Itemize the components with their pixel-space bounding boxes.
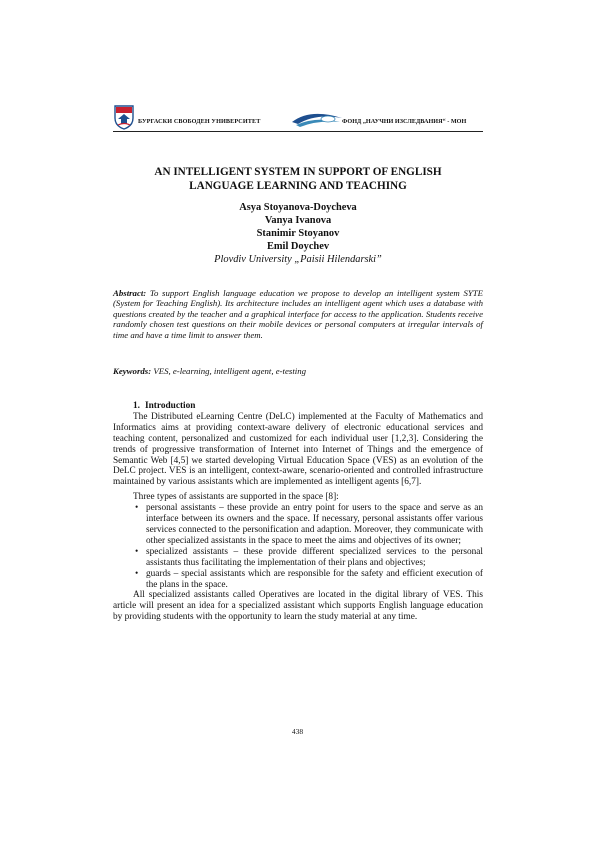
paragraph: All specialized assistants called Operatives are located in the digital library of VES. This article will present an idea for a specialized assistant which supports English language education by providing students with the opportunity to learn the study material at any time. bbox=[113, 590, 483, 623]
section-heading bbox=[113, 401, 483, 412]
section-title: Introduction bbox=[145, 401, 196, 411]
page-number: 438 bbox=[291, 727, 304, 736]
list-item bbox=[113, 569, 483, 591]
list-item bbox=[113, 503, 483, 547]
title-line: AN INTELLIGENT SYSTEM IN SUPPORT OF ENGLISH bbox=[154, 166, 442, 178]
author-affiliation: Plovdiv University „Paisii Hilendarski” bbox=[214, 254, 382, 265]
keywords-text: VES, e-learning, intelligent agent, e-testing bbox=[153, 366, 307, 376]
list-item-text: guards – special assistants which are responsible for the safety and efficient execution of the plans in the space. bbox=[146, 568, 483, 590]
bullet-icon: • bbox=[135, 503, 139, 514]
abstract-text: To support English language education we propose to develop an intelligent system SYTE (System for Teaching English). Its architecture includes an intelligent agent which uses a database with questions created by the teacher and a graphical interface for access to the application. Students receive randomly chosen test questions on their mobile devices or personal computers at irregular intervals of time and have a time limit to answer them. bbox=[113, 288, 484, 340]
bullet-icon: • bbox=[135, 568, 139, 579]
author-name: Stanimir Stoyanov bbox=[256, 228, 340, 239]
author-name: Asya Stoyanova-Doycheva bbox=[239, 202, 357, 213]
list-item-text: specialized assistants – these provide different specialized services to the personal assistants thus facilitating the implementation of their plans and objectives; bbox=[146, 546, 483, 568]
title-line: LANGUAGE LEARNING AND TEACHING bbox=[189, 179, 407, 192]
author-name: Emil Doychev bbox=[266, 241, 330, 252]
paragraph: Three types of assistants are supported in the space [8]: bbox=[133, 492, 339, 503]
author-name: Vanya Ivanova bbox=[264, 215, 332, 226]
bullet-list bbox=[113, 503, 483, 590]
section-number: 1. bbox=[133, 401, 140, 411]
abstract-label: Abstract: bbox=[113, 288, 147, 298]
header-university-name: БУРГАСКИ СВОБОДЕН УНИВЕРСИТЕТ bbox=[138, 118, 261, 125]
keywords-label: Keywords: bbox=[113, 366, 152, 376]
abstract bbox=[113, 288, 483, 340]
page-header bbox=[113, 104, 483, 134]
section-introduction bbox=[113, 401, 483, 623]
header-fund-name: ФОНД „НАУЧНИ ИЗСЛЕДВАНИЯ“ - МОН bbox=[342, 118, 467, 125]
swoosh-logo-icon bbox=[290, 110, 344, 130]
header-divider bbox=[113, 131, 483, 132]
paper-title bbox=[113, 166, 483, 193]
university-crest-icon bbox=[113, 104, 135, 130]
paragraph: The Distributed eLearning Centre (DeLC) implemented at the Faculty of Mathematics and Informatics aims at providing context-aware delivery of electronic educational services and teaching content, personalized and customized for each individual user [1,2,3]. Considering the trends of progressive transformation of Internet into Internet of Things and the emergence of Semantic Web [4,5] we started developing Virtual Education Space (VES) as an evolution of the DeLC project. VES is an intelligent, context-aware, scenario-oriented and controlled infrastructure maintained by various assistants which are implemented as intelligent agents [6,7]. bbox=[113, 411, 483, 488]
bullet-icon: • bbox=[135, 546, 139, 557]
keywords bbox=[113, 366, 483, 376]
author-block bbox=[113, 201, 483, 266]
list-item-text: personal assistants – these provide an entry point for users to the space and serve as an interface between its owners and the space. If necessary, personal assistants offer various services connected to the personification and adaption. Moreover, they communicate with other specialized assistants in the space to meet the aims and objectives of its owner; bbox=[146, 503, 483, 546]
list-item bbox=[113, 547, 483, 569]
